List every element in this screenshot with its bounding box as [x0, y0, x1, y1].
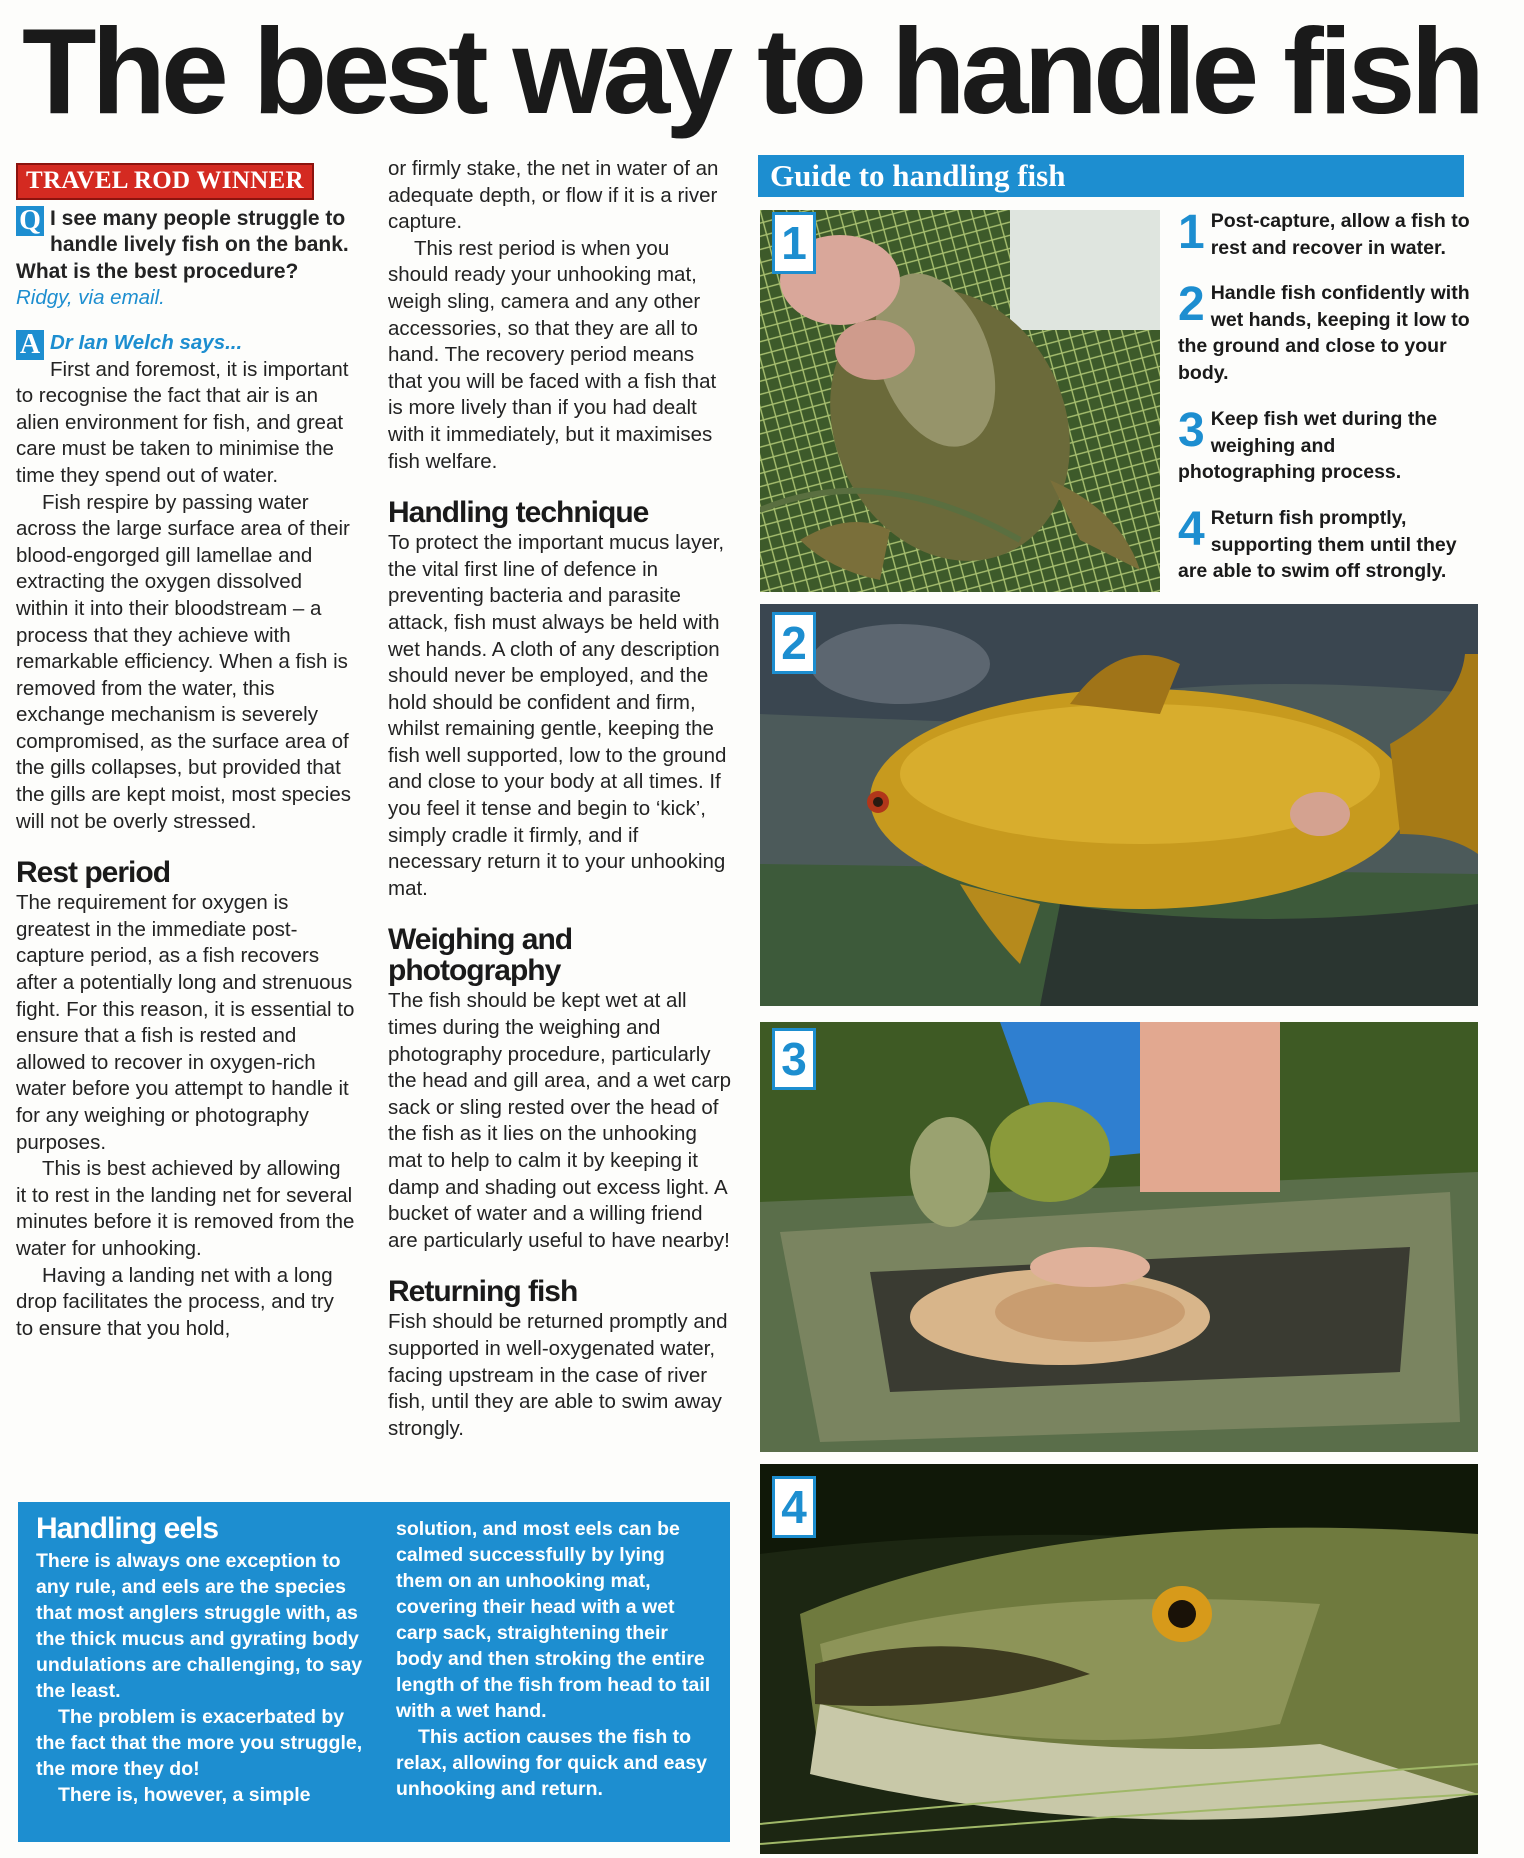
photo-4-pike-returned	[760, 1464, 1478, 1854]
handling-eels-heading: Handling eels	[36, 1512, 219, 1545]
guide-step-3	[1178, 406, 1478, 486]
photo-1-fish-in-net	[760, 210, 1160, 592]
rest-paragraph-2: This is best achieved by allowing it to rest in the landing net for several minutes before it is removed from the water for unhooking.	[16, 1157, 355, 1260]
guide-step-2	[1178, 280, 1478, 386]
returning-heading: Returning fish	[388, 1275, 578, 1309]
photo-2-tench-held	[760, 604, 1478, 1006]
guide-step-1-text: Post-capture, allow a fish to rest and recover in water.	[1210, 210, 1470, 259]
weighing-paragraph: The fish should be kept wet at all times during the weighing and photography procedure, particularly the head and gill area, and a wet carp sack or sling rested over the head of the fish as it lies on the unhooking mat to help to calm it by keeping it damp and shading out excess light. A bucket of water and a willing friend are particularly useful to have nearby!	[388, 989, 732, 1252]
question-text: I see many people struggle to handle lively fish on the bank. What is the best procedure?	[16, 206, 349, 283]
guide-step-3-number: 3	[1178, 404, 1205, 457]
col2-paragraph-1: or firmly stake, the net in water of an adequate depth, or flow if it is a river capture.	[388, 157, 719, 234]
eels-paragraph-3a: There is, however, a simple	[58, 1784, 311, 1806]
answer-paragraph-2: Fish respire by passing water across the large surface area of their blood-engorged gill lamellae and extracting the oxygen dissolved within it into their bloodstream – a process that they achieve with remarkable efficiency. When a fish is removed from the water, this exchange mechanism is severely compromised, as the surface area of the gills collapses, but provided that the gills are kept moist, most species will not be overly stressed.	[16, 490, 351, 833]
question-badge-icon: Q	[16, 206, 44, 236]
guide-step-3-text: Keep fish wet during the weighing and photographing process.	[1178, 408, 1438, 483]
weighing-heading: Weighing and photography	[388, 923, 573, 988]
eels-paragraph-1: There is always one exception to any rule, and eels are the species that most anglers struggle with, as the thick mucus and gyrating body undulations are challenging, to say the least.	[36, 1550, 363, 1702]
guide-step-2-number: 2	[1178, 278, 1205, 331]
photo-1-number: 1	[772, 212, 816, 274]
photo-3-wetting-fish	[760, 1022, 1478, 1452]
handling-eels-box	[18, 1502, 730, 1842]
guide-step-1-number: 1	[1178, 206, 1205, 259]
eels-paragraph-3b: solution, and most eels can be calmed successfully by lying them on an unhooking mat, covering their head with a wet carp sack, straightening their body and then stroking the entire length of the fish from head to tail with a wet hand.	[396, 1518, 711, 1722]
photo-2-number: 2	[772, 612, 816, 674]
page-title: The best way to handle fish	[22, 3, 1481, 139]
answer-paragraph-1: First and foremost, it is important to recognise the fact that air is an alien environment for fish, and great care must be taken to minimise the time they spend out of water.	[16, 357, 349, 487]
column-1	[16, 163, 356, 1342]
answer-badge-icon: A	[16, 330, 44, 360]
handling-technique-heading: Handling technique	[388, 496, 649, 530]
question-credit: Ridgy, via email.	[16, 286, 165, 310]
answer-author: Dr Ian Welch says...	[50, 330, 243, 354]
guide-step-4-text: Return fish promptly, supporting them until they are able to swim off strongly.	[1178, 507, 1457, 582]
rest-period-heading: Rest period	[16, 856, 171, 890]
guide-heading: Guide to handling fish	[758, 155, 1464, 197]
returning-paragraph: Fish should be returned promptly and supported in well-oxygenated water, facing upstream in the case of river fish, until they are able to swim away strongly.	[388, 1310, 728, 1440]
photo-3-number: 3	[772, 1028, 816, 1090]
eels-paragraph-2: The problem is exacerbated by the fact that the more you struggle, the more they do!	[36, 1706, 363, 1780]
technique-paragraph: To protect the important mucus layer, the vital first line of defence in preventing bacteria and parasite attack, fish must always be held with wet hands. A cloth of any description should never be employed, and the hold should be confident and firm, whilst remaining gentle, keeping the fish well supported, low to the ground and close to your body at all times. If you feel it tense and begin to ‘kick’, simply cradle it firmly, and if necessary return it to your unhooking mat.	[388, 531, 727, 900]
answer-block	[16, 330, 356, 490]
rest-paragraph-3: Having a landing net with a long drop facilitates the process, and try to ensure that you hold,	[16, 1263, 334, 1340]
question-block	[16, 206, 356, 286]
travel-rod-winner-banner: TRAVEL ROD WINNER	[16, 163, 314, 200]
guide-step-2-text: Handle fish confidently with wet hands, keeping it low to the ground and close to your body.	[1178, 282, 1470, 384]
col2-paragraph-2: This rest period is when you should ready your unhooking mat, weigh sling, camera and any other accessories, so that they are all to hand. The recovery period means that you will be faced with a fish that is more lively than if you had dealt with it immediately, but it maximises fish welfare.	[388, 236, 717, 473]
guide-step-4-number: 4	[1178, 503, 1205, 556]
rest-paragraph-1: The requirement for oxygen is greatest in the immediate post-capture period, as a fish recovers after a potentially long and strenuous fight. For this reason, it is essential to ensure that a fish is rested and allowed to recover in oxygen-rich water before you attempt to handle it for any weighing or photography purposes.	[16, 891, 355, 1154]
eels-paragraph-4: This action causes the fish to relax, allowing for quick and easy unhooking and return.	[396, 1726, 708, 1800]
photo-4-number: 4	[772, 1476, 816, 1538]
column-2	[388, 156, 733, 1442]
guide-step-4	[1178, 505, 1478, 585]
guide-step-1	[1178, 208, 1478, 261]
